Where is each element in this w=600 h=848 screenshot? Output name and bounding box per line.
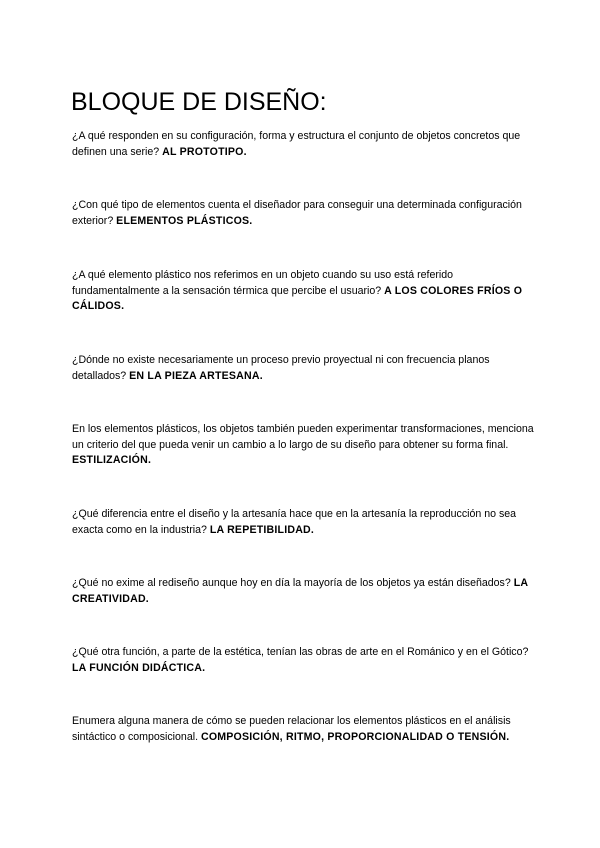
qa-item	[72, 507, 534, 538]
question: ¿A qué responden en su configuración, forma y estructura el conjunto de objetos concretos que definen una serie?	[72, 130, 521, 158]
question: ¿Qué diferencia entre el diseño y la artesanía hace que en la artesanía la reproducción no sea exacta como en la industria?	[72, 508, 517, 536]
question: ¿Dónde no existe necesariamente un proceso previo proyectual ni con frecuencia planos detallados?	[72, 354, 490, 382]
qa-item	[72, 576, 534, 607]
qa-item	[72, 353, 534, 384]
answer: ELEMENTOS PLÁSTICOS.	[116, 214, 253, 227]
question: En los elementos plásticos, los objetos también pueden experimentar transformaciones, menciona un criterio del que pueda venir un cambio a lo largo de su diseño para obtener su forma final.	[72, 423, 534, 451]
question: Enumera alguna manera de cómo se pueden relacionar los elementos plásticos en el análisis sintáctico o composicional.	[72, 715, 511, 743]
question: ¿Qué no exime al rediseño aunque hoy en día la mayoría de los objetos ya están diseñados?	[72, 577, 511, 589]
answer: AL PROTOTIPO.	[162, 145, 247, 158]
question: ¿Qué otra función, a parte de la estética, tenían las obras de arte en el Románico y en el Gótico?	[72, 646, 529, 658]
answer: A LOS COLORES FRÍOS O CÁLIDOS.	[72, 284, 523, 312]
qa-item	[72, 422, 534, 469]
qa-item	[72, 129, 534, 160]
answer: LA REPETIBILIDAD.	[209, 523, 315, 536]
qa-item	[72, 714, 534, 745]
qa-item	[72, 268, 534, 315]
qa-item	[72, 198, 534, 229]
page-title: BLOQUE DE DISEÑO:	[71, 88, 327, 116]
question: ¿A qué elemento plástico nos referimos en un objeto cuando su uso está referido fundamentalmente a la sensación térmica que percibe el usuario?	[72, 269, 454, 297]
qa-item	[72, 645, 534, 676]
answer: EN LA PIEZA ARTESANA.	[129, 369, 263, 382]
question: ¿Con qué tipo de elementos cuenta el diseñador para conseguir una determinada configuración exterior?	[72, 199, 522, 227]
answer: ESTILIZACIÓN.	[72, 454, 152, 466]
answer: LA FUNCIÓN DIDÁCTICA.	[72, 661, 206, 674]
answer: COMPOSICIÓN, RITMO, PROPORCIONALIDAD O TENSIÓN.	[200, 730, 510, 743]
answer: LA CREATIVIDAD.	[72, 577, 528, 605]
